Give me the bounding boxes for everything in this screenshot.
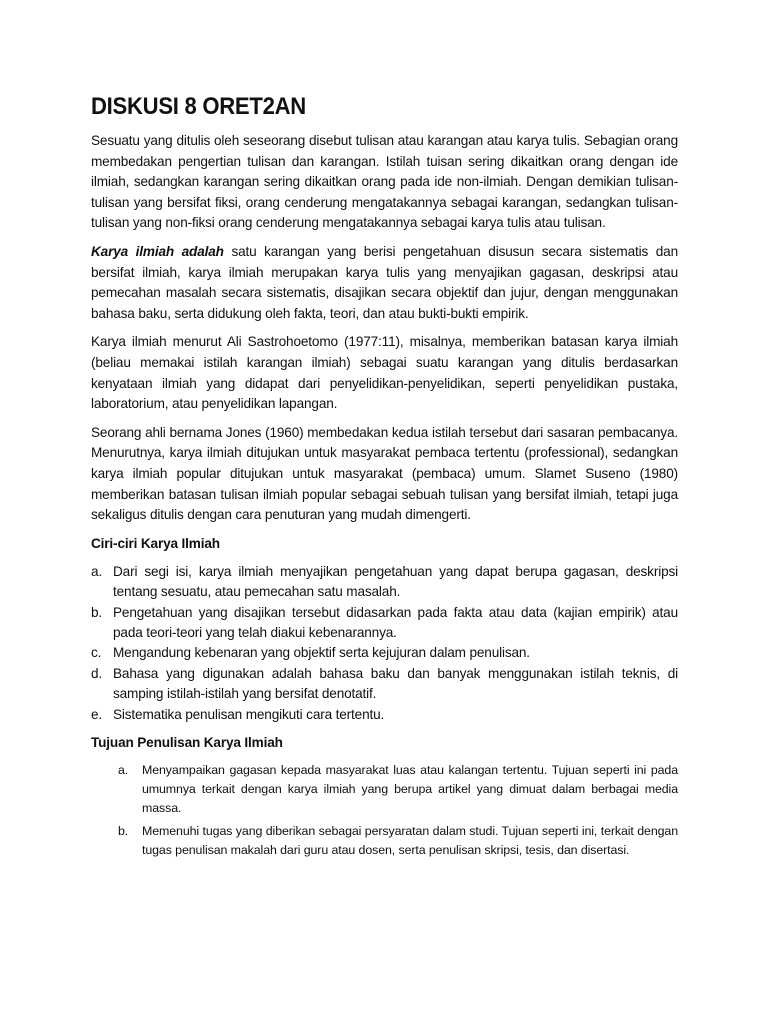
- list-marker: e.: [91, 706, 103, 722]
- list-item-text: Bahasa yang digunakan adalah bahasa baku dan banyak menggunakan istilah teknis, di samping istilah-istilah yang bersifat denotatif.: [113, 665, 678, 702]
- list-marker: c.: [91, 645, 102, 661]
- paragraph-lead-emphasis: Karya ilmiah adalah: [91, 243, 224, 259]
- list-item: [118, 822, 678, 860]
- list-item: [91, 562, 678, 603]
- list-item-text: Menyampaikan gagasan kepada masyarakat luas atau kalangan tertentu. Tujuan seperti ini pada umumnya terkait dengan karya ilmiah yang berupa artikel yang dimuat dalam berbagai media massa.: [142, 762, 678, 815]
- list-item-text: Sistematika penulisan mengikuti cara tertentu.: [113, 706, 385, 722]
- list-item: [91, 643, 678, 663]
- paragraph-text: Seorang ahli bernama Jones (1960) membedakan kedua istilah tersebut dari sasaran pembacanya. Menurutnya, karya ilmiah ditujukan untuk masyarakat pembaca tertentu (professional), sedangkan karya ilmiah popular ditujukan untuk masyarakat (pembaca) umum. Slamet Suseno (1980) memberikan batasan tulisan ilmiah popular sebagai sebuah tulisan yang bersifat ilmiah, tetapi juga sekaligus ditulis dengan cara penuturan yang mudah dimengerti.: [91, 424, 678, 523]
- list-item-text: Memenuhi tugas yang diberikan sebagai persyaratan dalam studi. Tujuan seperti ini, terkait dengan tugas penulisan makalah dari guru atau dosen, serta penulisan skripsi, tesis, dan disertasi.: [142, 823, 678, 857]
- paragraph-text: Karya ilmiah menurut Ali Sastrohoetomo (1977:11), misalnya, memberikan batasan karya ilmiah (beliau memakai istilah karangan ilmiah) sebagai suatu karangan yang ditulis berdasarkan kenyataan ilmiah yang didapat dari penyelidikan-penyelidikan, seperti penyelidikan pustaka, laboratorium, atau penyelidikan lapangan.: [91, 334, 678, 412]
- list-marker: b.: [118, 823, 129, 838]
- list-marker: a.: [91, 563, 103, 579]
- paragraph-text: Sesuatu yang ditulis oleh seseorang disebut tulisan atau karangan atau karya tulis. Sebagian orang membedakan pengertian tulisan dan karangan. Istilah tuisan sering dikaitkan orang dengan ide ilmiah, sedangkan karangan sering dikaitkan orang pada ide non-ilmiah. Dengan demikian tulisan-tulisan yang bersifat fiksi, orang cenderung mengatakannya sebagai karangan, sedangkan tulisan-tulisan yang non-fiksi orang cenderung mengatakannya sebagai karya tulis atau tulisan.: [91, 133, 678, 231]
- document-title: DISKUSI 8 ORET2AN: [91, 93, 306, 120]
- list-marker: d.: [91, 665, 103, 681]
- list-item: [91, 664, 678, 705]
- tujuan-list: [91, 761, 678, 860]
- ciri-ciri-list: [91, 562, 678, 725]
- paragraph-sastrohoetomo: [91, 332, 678, 414]
- list-item-text: Pengetahuan yang disajikan tersebut didasarkan pada fakta atau data (kajian empirik) atau pada teori-teori yang telah diakui kebenarannya.: [113, 604, 678, 640]
- list-item: [118, 761, 678, 818]
- list-item-text: Dari segi isi, karya ilmiah menyajikan pengetahuan yang dapat berupa gagasan, deskripsi tentang sesuatu, atau pemecahan satu masalah.: [113, 563, 678, 600]
- document-page: [91, 92, 678, 864]
- section-heading-tujuan: Tujuan Penulisan Karya Ilmiah: [91, 734, 283, 750]
- paragraph-definition-tulisan: [91, 131, 678, 234]
- paragraph-jones: [91, 423, 678, 526]
- list-item: [91, 705, 678, 725]
- paragraph-text: satu karangan yang berisi pengetahuan disusun secara sistematis dan bersifat ilmiah, karya ilmiah merupakan karya tulis yang menyajikan gagasan, deskripsi atau pemecahan masalah secara sistematis, disajikan secara objektif dan jujur, dengan menggunakan bahasa baku, serta didukung oleh fakta, teori, dan atau bukti-bukti empirik.: [91, 243, 679, 321]
- list-marker: b.: [91, 604, 103, 620]
- paragraph-karya-ilmiah: [91, 242, 678, 324]
- list-item-text: Mengandung kebenaran yang objektif serta kejujuran dalam penulisan.: [113, 645, 530, 661]
- list-marker: a.: [118, 762, 129, 777]
- list-item: [91, 603, 678, 644]
- section-heading-ciri-ciri: Ciri-ciri Karya Ilmiah: [91, 535, 220, 551]
